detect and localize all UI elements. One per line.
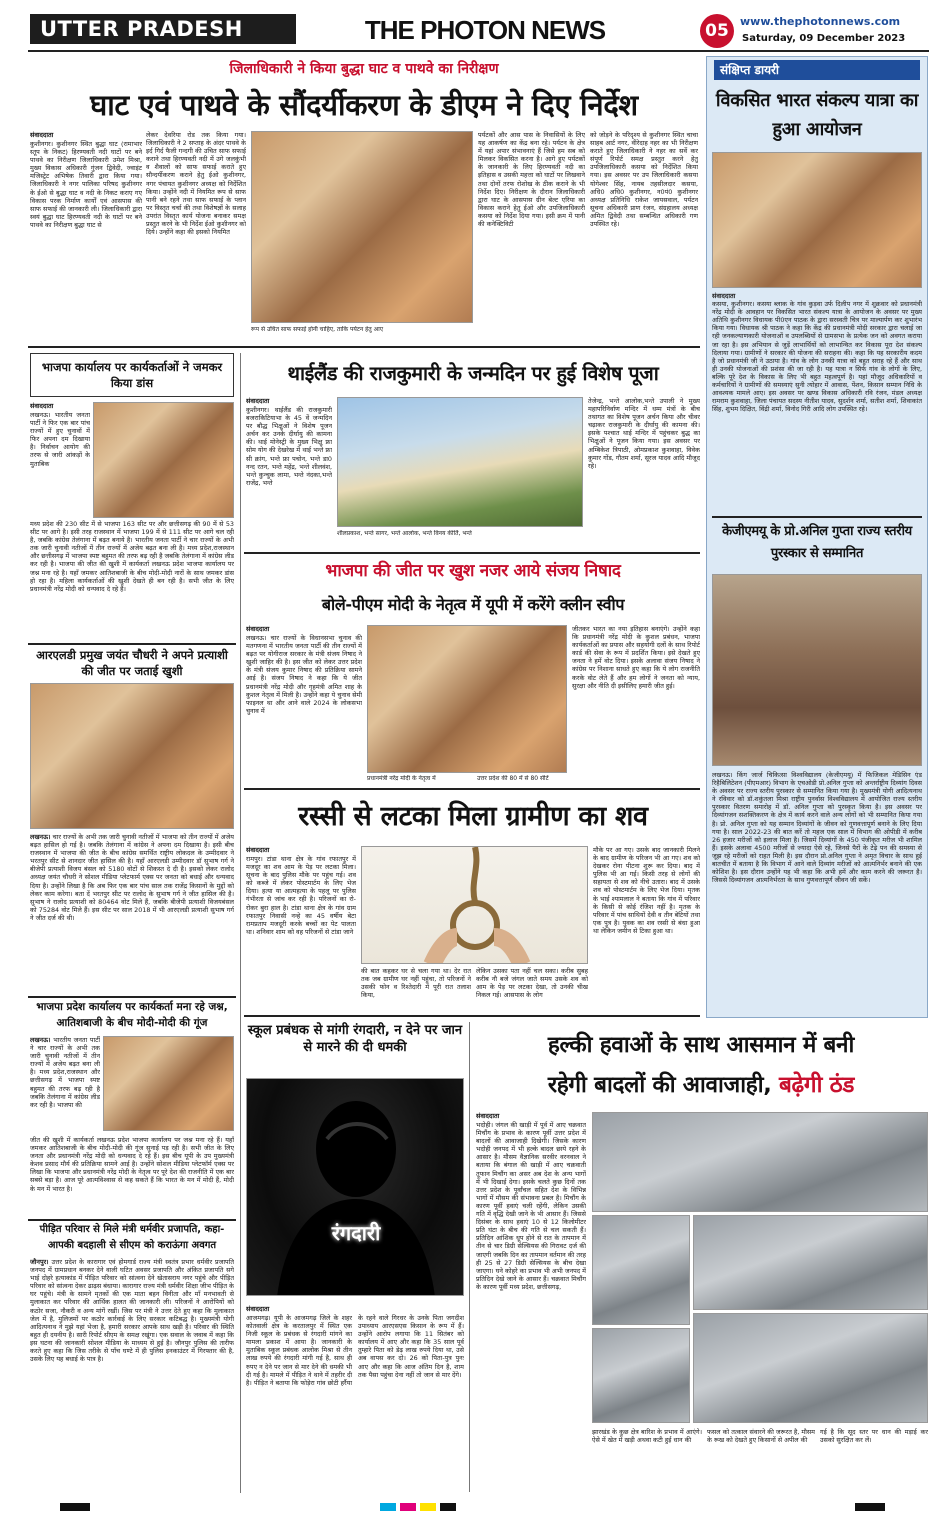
page-number: 05 (705, 21, 729, 41)
story10-headline-red: बढ़ेगी ठंड (779, 1072, 855, 1098)
issue-date: Saturday, 09 December 2023 (742, 33, 906, 44)
story1-photo-dm-inspection (251, 131, 473, 323)
story5-column-a (30, 1036, 100, 1135)
story10-caption-3: गई है कि सूद स्तर पर धान की मड़ाई कर उसको सुरक्षित कर लें। (820, 1428, 928, 1445)
story10-photo-fog-1 (592, 1112, 928, 1212)
story8-column-right: मौके पर आ गए। उसके बाद जानकारी मिलने के बाद ग्रामीण के परिजन भी आ गए। शव को देखकर रोना पीटना शुरू कर दिया। बाद में पुलिस भी आ गई। किसी तरह से लोगों की सहायता से शव को नीचे उतारा। बाद में उसके शव को पोस्टमार्टम के लिए भेज दिया। मृतक के भाई श्यामलाल ने बताया कि गांव में परिवार के किसी से कोई रंजिश नहीं है। मृतक के परिवार में पांच साथियों देवी व तीन बेटियों तथा एक पुत्र है। युवक का शव रस्सी से बंधा हुआ था लेकिन जमीन से टिका हुआ था। (593, 846, 700, 935)
sidebar-story1-body-text: कसया, कुशीनगर। कसया ब्लाक के गांव कुड़वा उर्फ दिलीप नगर में शुक्रवार को प्रधानमंत्री नरेंद्र मोदी के आवहान पर विकसित भारत संकल्प यात्रा के आयोजन के अवसर पर मुख्य अतिथि कुशीनगर विधायक पी0एन पाठक के द्वारा सरस्वती चित्र पर माल्यार्पण कर शुभारंभ किया गया। विधायक श्री पाठक ने कहा कि केंद्र की प्रधानमंत्री मोदी सरकार द्वारा चलाई जा रही जनकल्याणकारी योजनाओं व उपलब्धियों से ग्रामसभा के प्रत्येक जन को अवगत कराया जा रहा है। इस अभियान से जुड़ें लाभार्थियों को लाभान्वित कर विकास पूरा देश संकल्प दिलाया गया। ग्रामीणों ने सरकार की योजना की सराहना की। कहा कि यह सरकारीय कदम है जो प्रधानमंत्री जी ने उठाया है। गांव के लोग उनकी यात्रा को बहुत सराह रहे हैं और साथ ही उनकी योजनाओं की प्रशंसा की जा रही है। यह यात्रा न सिर्फ गांव के लोगों के लिए, बल्कि पूरे देश के विकास के लिए भी बहुत महत्वपूर्ण है। यहां मौजूद अधिकारियों व कर्मचारियों ने ग्रामीणों की समस्याएं सुनी त्योहार में आवास, पेंशन, किसान सम्मान निधि के आवश्यक मामले आए। इस अवसर पर खण्ड विकास अधिकारी रवि रंजन, मंडल अध्यक्ष रामराम कुशवाहा, जिला पंचायत सदस्य नीतीश यादव, सुदर्शन शर्मा, सतीश शर्मा, शिवाकांत सिंह, शुभम दिक्षित, विंद्री शर्मा, विनोद गिरी आदि लोग उपस्थित रहे। (712, 300, 922, 414)
story1-column-3: पर्यटकों और आस पास के निवासियों के लिए यह आकर्षण का केंद्र बना रहे। पर्यटन के क्षेत्र में यहां अपार संभावनाएं हैं जिसे हम सब को मिलकर विकसित करना है। आगे हुए पर्यटकों के जानकारी के लिए हिरण्यवती नदी का इतिहास व उसकी महत्ता को घाटों पर लिखवाने तथा दोनों तरफ रोशोख के ठीक कराने के भी निर्देश दिए। निरीक्षण के दौरान जिलाधिकारी द्वारा घाट के आसपास ग्रीन बेल्ट एरिया का विकास कराने हेतु ईओ और उपजिलाधिकारी कसया को निर्देश दिया गया। इसी क्रम में पानी की कनेक्टिविटी (478, 131, 585, 229)
story4-top-rule (28, 643, 236, 645)
story4-photo-jayant-chaudhary (30, 683, 234, 829)
story9-photo-silhouette (246, 1078, 464, 1296)
section-title: UTTER PRADESH (40, 17, 243, 41)
story3-byline: संवाददाता (246, 397, 270, 405)
section-banner (30, 14, 296, 44)
sidebar-story2-headline: केजीएमयू के प्रो.अनिल गुप्ता राज्य स्तरीय पुरस्कार से सम्मानित (722, 524, 912, 561)
story1-kicker: जिलाधिकारी ने किया बुद्धा घाट व पाथवे का निरीक्षण (229, 61, 499, 77)
sidebar-story1-headline: विकसित भारत संकल्प यात्रा का हुआ आयोजन (715, 90, 919, 140)
story7-subhead: बोले-पीएम मोदी के नेतृत्व में यूपी में करेंगे क्लीन स्वीप (321, 595, 625, 614)
story10-headline-line-1: हल्की हवाओं के साथ आसमान में बनी (547, 1032, 855, 1058)
story5-body: जीत की खुशी में कार्यकर्ता लखनऊ प्रदेश भाजपा कार्यालय पर जश्न मना रहे हैं। यहाँ जमकर आतिशबाजी के बीच मोदी-मोदी की गूंज सुनाई पड़ रही है। सभी जीत के लिए जनता और प्रधानमंत्री नरेंद्र मोदी को धन्यवाद दे रहे हैं। इस बीच यूपी के उप मुख्यमंत्री केशव प्रसाद मौर्य की प्रतिक्रिया सामने आई है। उन्होंने सोशल मीडिया प्लेटफॉर्म एक्स पर लिखा कि भाजपा और प्रधानमंत्री नरेंद्र मोदी के नेतृत्व पर पूरे देश की राजनीति में एक बार सबसे बड़ा है। आज पूरे आत्मविश्वास से कह सकते हैं कि भारत के मन में मोदी हैं, मोदी के मन में भारत है। (30, 1136, 234, 1193)
story9-divider (469, 1022, 470, 1492)
website-url[interactable]: www.thephotonnews.com (740, 15, 901, 28)
registration-mark-magenta (400, 1503, 416, 1511)
story10-byline: संवाददाता (476, 1112, 500, 1120)
story6-body-text: उत्तर प्रदेश के कारागार एवं होमगार्ड राज्य मंत्री स्वतंत्र प्रभार धर्मवीर प्रजापति जनपद में ग्रामप्रधान बनकर देने वाली घटित अवसर प्रजापति और अंकित प्रजापति सगे भाई दोहरे हत्याकांड में पीड़ित परिवार को सांत्वना देने खेतासराय नगर पहुंचे और पीड़ित परिवार को सांत्वना देकर ढाढ़स बंधाया। कारागार राज्य मंत्री धर्मवीर शिक्षा जीभ पीड़ित के घर पहुंचे। मंत्री के सामने मृतकों की एक माता बहन विनीता और माँ मनभावती से मुलाकात कर परिवार की आर्थिक हालत की जानकारी ली। परिजनों ने आरोपियों को कठोर सजा, नौकरी व अन्य मांगें रखीं। जिस पर मंत्री ने उत्तर देते हुए कहा कि मुलाकात जेल में है, मुलिजमों पर कठोर कार्रवाई के लिए सरकार कटिबद्ध है। मुख्यमंत्री योगी आदित्यनाथ ने मुझे यहां भेजा है, हमारी सरकार आपके साथ खड़ी है। परिवार की स्थिति बहुत ही दयनीय है। सारी रिपोर्ट सीएम के समक्ष रखूंगा। एक सवाल के जवाब में कहा कि इस घटना की जानकारी सोशल मीडिया के माध्यम से हुई है। जौनपुर पुलिस की तारीफ करते हुए कहा कि जिस तरीके से पाँच घण्टे में ही पुलिस इनकाउंटर में गिरफ्तार की है, उसके लिए यह बधाई के पात्र है। (30, 1258, 234, 1364)
registration-mark-black-2 (440, 1503, 456, 1511)
story10-caption-2: फसल को तत्काल संवारने की जरूरत है, मौसम के रूख को देखते हुए किसानों से अपील की (707, 1428, 815, 1445)
story7-byline: संवाददाता (246, 625, 270, 633)
story4-headline: आरएलडी प्रमुख जयंत चौधरी ने अपने प्रत्याशी की जीत पर जताई खुशी (36, 648, 228, 678)
story10-headline-plain: रहेगी बादलों की आवाजाही, (547, 1072, 779, 1098)
story3-photo-temple (337, 397, 583, 527)
story6-headline: पीड़ित परिवार से मिले मंत्री धर्मवीर प्रजापति, कहा- आपकी बदहाली से सीएम को कराऊंगा अवगत (39, 1224, 225, 1251)
story9-headline: स्कूल प्रबंधक से मांगी रंगदारी, न देने पर जान से मारने की दी धमकी (247, 1023, 463, 1055)
story6-top-rule (28, 1219, 236, 1221)
story7-column-2: जीतकर भारत का नया इतिहास बनाएंगे। उन्होंने कहा कि प्रधानमंत्री नरेंद्र मोदी के कुशल प्रबंधन, भाजपा कार्यकर्ताओं का प्रयास और सहयोगी दलों के साथ रिपोर्ट कार्ड की सेवा के रूप में प्रदर्शित किया। इसे देखते हुए जनता ने हमें वोट दिया। इसके अलावा संजय निषाद ने कांग्रेस पर निशाना साधते हुए कहा कि ये लोग राजनीति करके वोट लेते हैं और हम लोगों ने जनता को न्याय, सुरक्षा और नीति दी इसीलिए हमारी जीत हुई। (572, 625, 700, 690)
story3-caption: शीलप्रकाश, भन्ते सागर, भन्ते आलोक, भन्ते विनय कीर्ति, भन्ते (337, 530, 583, 548)
story8-column-mid-b: लेकिन उसका पता नहीं चल सका। करीब सुबह करीब नौ बजे जंगल जाते समय उसके शव को आम के पेड़ पर लटका देखा, तो उनकी चीख निकल गई। आसपास के लोग (476, 967, 588, 1000)
story10-photo-fog-3 (693, 1215, 928, 1310)
story7-photo-sanjay-nishad (367, 625, 567, 773)
story10-body: भदोही। जंगल की खाड़ी में पूर्व में आए चक्रवात मिचौंग के प्रभाव के कारण पूर्वी उत्तर प्रदेश में बादलों की आवाजाही दिखेगी। जिसके कारण भदोही जनपद में भी हल्के बादल छाये रहने के आसार है। मौसम वैज्ञानिक सरवीर वरनवाल ने बताया कि बंगाल की खाड़ी में आए चक्रवाती तूफान मिचौंग का असर अब देश के अन्य भागों में भी दिखाई देगा। इसके चलते कुछ दिनों तक उत्तर प्रदेश के पूर्वांचल सहित देश के विभिन्न भागों में मौसम की संभावना प्रबल है। मिचौंग के कारण पूर्वी हवाएं चली रहेंगी, लेकिन उसकी गति में वृद्धि देखी जाने के भी आसार हैं। जिससे दिसंबर के साथ हवाएं 10 से 12 किलोमीटर प्रति घंटा के बीच की गति से चल सकती हैं। प्रतिदिन आंशिक धूप होने से रात के तापमान में तीन से चार डिग्री सेल्सियस की गिरावट दर्ज की जाएगी जबकि दिन का तापमान वर्तमान की तरह ही 25 से 27 डिग्री सेल्सियस के बीच देखा जाएगा। घने कोहरे का प्रभाव भी अभी जनपद में प्रतिदिन देखे जाने के आसार हैं। चक्रवात मिचौंग के कारण पूर्वी मध्य प्रदेश, छत्तीसगढ़, (476, 1121, 586, 1291)
sidebar-story2-body: लखनऊ। किंग जार्ज चिकित्सा विश्वविद्यालय (केजीएमयू) में फिजिकल मेडिसिन एंड रिहैबिलिटेशन (पीएमआर) विभाग के एचओडी प्रो.अनिल गुप्ता को अन्तर्राष्ट्रीय दिव्यांग दिवस के अवसर पर राज्य स्तरीय पुरस्कार से सम्मानित किया गया है। मुख्यमंत्री योगी आदित्यनाथ ने रविवार को डॉ.शकुंतला मिश्रा राष्ट्रीय पुनर्वास विश्वविद्यालय में आयोजित राज्य स्तरीय पुरस्कार वितरण समारोह में डॉ. अनिल गुप्ता को पुरस्कृत किया है। इस अवसर पर दिव्यांगजन सशक्तिकरण के क्षेत्र में कार्य करने वाले अन्य लोगों को भी सम्मानित किया गया है। प्रो. अनिल गुप्ता को यह सम्मान दिव्यांगों के जीवन को गुणवत्तापूर्ण बनाने के लिए दिया गया है। साल 2022-23 की बात करें तो महज एक साल में विभाग की ओपीडी में करीब 26 हजार मरीजों को इलाज मिला है। जिसमें दिव्यांगों के 450 पंजीकृत मरीज भी शामिल हैं। इसके अलावा 4500 मरीजों से ज्यादा ऐसे रहे, जिनसे पैरों के टेढ़े पन की समस्या से जूझ रहे मरीजों को राहत मिली है। इस दौरान प्रो.अनिल गुप्ता ने अमृत विचार के साथ हुई बातचीत में बताया है कि विभाग में आने वाले दिव्यांग मरीजों को आत्मनिर्भर बनाने की एक कोशिश है। इस दौरान उन्होंने यह भी कहा कि अभी हमें और काम करने की जरूरत है। जिससे दिव्यांगजन आत्मनिर्भरता के साथ गुणवत्तापूर्ण जीवन जी सकें। (712, 771, 922, 885)
story5-photo-party-office (103, 1036, 234, 1131)
story4-body (30, 833, 234, 993)
story8-headline: रस्सी से लटका मिला ग्रामीण का शव (298, 801, 648, 832)
story2-photo-celebration (93, 402, 234, 518)
rangdari-label: रंगदारी (331, 1221, 381, 1245)
left-column-divider (240, 353, 241, 1493)
story8-bottom-rule (244, 1015, 700, 1017)
story8-cap-left: की बात कहकर घर से चला गया था। (361, 967, 452, 975)
page-number-badge (700, 14, 734, 48)
story8-column-mid-a (361, 967, 471, 1011)
registration-mark-cyan (380, 1503, 396, 1511)
story2-headline-box (30, 353, 234, 397)
rope-icon (362, 847, 588, 964)
story1-column-1: कुशीनगर। कुशीनगर स्थित बुद्धा घाट (रामाभार स्तूप के निकट) हिरण्यवती नदी घाटों पर बने पाथवे का निरीक्षण जिलाधिकारी उमेश मिश्रा, मुख्य विकास अधिकारी गुंजन द्विवेदी, ज्वाइंट मजिस्ट्रेट अभिषेक तिवारी द्वारा किया गया। जिलाधिकारी ने नगर पालिका परिषद कुशीनगर के ईओ से बुद्धा घाट व नदी के निकट कराए गए विकास परक निर्माण कार्यों एवं आसपास की साफ सफाई की जानकारी ली। जिलाधिकारी द्वारा स्वयं बुद्धा घाट हिरण्यवती नदी के घाटों पर बने पाथवे का निरीक्षण बुद्धा घाट से (30, 140, 142, 229)
sidebar-story1-photo (712, 152, 922, 288)
story6-body (30, 1258, 234, 1490)
story1-column-4: को जोड़ने के परिदृश्य से कुशीनगर स्थित चाचा साहब आर्ट नगर, वीरेदाह नहर का भी निरीक्षण कराते हुए जिलाधिकारी ने नहर का सर्वे कर संपूर्ण रिपोर्ट समक्ष प्रस्तुत करने हेतु उपजिलाधिकारी कसया को निर्देशित किया गया। इस अवसर पर उप जिलाधिकारी कसया योगेश्वर सिंह, नायब तहसीलदार कसया, अधि0 अधि0 कुशीनगर, न0पं0 कुशीनगर अध्यक्ष प्रतिनिधि राकेश जायसवाल, पर्यटन सूचना अधिकारी प्राण रंजन, संग्रहालय अध्यक्ष अमित द्विवेदी तथा सम्बन्धित अधिकारी गण उपस्थित रहे। (590, 131, 698, 229)
masthead-rule (28, 50, 929, 52)
story8-photo-rope (361, 846, 588, 964)
story1-caption: रूप से उचित साफ सफाई होनी चाहिए, ताकि पर्यटन हेतु आए (251, 326, 473, 340)
sidebar-story1-body (712, 292, 922, 512)
story7-bottom-rule (244, 788, 700, 790)
story10-caption-1: झारखंड के कुछ क्षेत्र बारिश के प्रभाव में आएंगे। ऐसे में खेत में खड़ी अथवा कटी हुई धान की (592, 1428, 702, 1445)
story9-body: आजमगढ़। यूपी के आजमगढ़ जिले के शहर कोतवाली क्षेत्र के करतालपुर में स्थित एक निजी स्कूल के प्रबंधक से रंगदारी मांगने का मामला प्रकाश में आया है। जानकारी के मुताबिक स्कूल प्रबंधक आलोक मिश्रा से तीन लाख रुपये की रंगदारी मांगी गई है, साथ ही रुपए न देने पर जान से मार देने की धमकी भी दी गई है। मामले में पीड़ित ने थाने में तहरीर दी है। पीड़ित ने बताया कि फोड़ेरा गांव छोटी हर्रैया के रहने वाले गिरधर के उनके पिता जगदीश उपाध्याय आरएसएस किसान के रूप में हैं। उन्होंने आरोप लगाया कि 11 सितंबर को कार्यालय में आए और कहा कि 35 साल पूर्व तुम्हारे पिता को डेढ़ लाख रुपये दिया था, उसे अब वापस कर दो। 26 को पिता-पुत्र पुनः आए और कहा कि आज अंतिम दिन है, शाम तक पैसा पहुंचा देना नहीं तो जान से मार देंगे। (246, 1314, 464, 1387)
story10-photo-fog-2 (592, 1215, 690, 1325)
story10-photo-fog-5 (693, 1313, 928, 1423)
sidebar-story1-byline: संवाददाता (712, 292, 736, 300)
story2-body: मध्य प्रदेश की 230 सीट में से भाजपा 163 सीट पर और छत्तीसगढ़ की 90 में से 53 सीट पर आगे है। इसी तरह राजस्थान में भाजपा 199 में से 111 सीट पर आगे चल रही है, जबकि कांग्रेस तेलंगाना में बढ़त बनाये है। भारतीय जनता पार्टी ने चार राज्यों के अभी तक जारी चुनावी नतीजों में तीन राज्यों में अजेय बढ़त बना ली है। मध्य प्रदेश,राजस्थान और छत्तीसगढ़ में भाजपा स्पष्ट बहुमत की तरफ बढ़ रही है जबकि तेलंगाना में कांग्रेस लीड कर रही है। भाजपा की जीत की खुशी में कार्यकर्ता लखनऊ प्रदेश भाजपा कार्यालय पर जश्न मना रहे है। यहाँ जमकर आतिशबाजी के बीच मोदी-मोदी नारों के साथ जमकर डांस हो रहा है। महिला कार्यकर्ताओं की खुशी देखते ही बन रही है। सभी जीत के लिए प्रधानमंत्री नरेंद्र मोदी को धन्यवाद दे रहे हैं। (30, 520, 234, 593)
story3-headline: थाईलैंड की राजकुमारी के जन्मदिन पर हुई विशेष पूजा (287, 362, 659, 385)
story1-bottom-rule (28, 346, 700, 348)
newspaper-name: THE PHOTON NEWS (364, 15, 606, 45)
story3-column-1: कुशीनगर। थाईलैंड की राजकुमारी बजराकिटियाभा के 45 वें जन्मदिन पर बौद्ध भिक्षुओं ने विशेष पूजन अर्चन कर उनके दीर्घायु की कामना की। थाई मोनेस्ट्री के मुख्य भिक्षु फ्रा सोम योग की देखरेख में थाई भन्ते फ्रा सी क्रांग, भन्ते फ्रा पचोन, भन्ते डा0 नन्द रतन, भन्ते महेंद्र, भन्ते शीलवंश, भन्ते कुन्चुक लामा, भन्ते नंदका,भन्ते राजेंद्र, भन्ते (246, 406, 332, 487)
sidebar-divider (712, 516, 922, 518)
story5-top-rule (28, 996, 236, 998)
story7-caption-2: उत्तर प्रदेश की 80 में से 80 सीटें (477, 775, 567, 785)
story6-byline: जौनपुर। (30, 1258, 49, 1266)
story7-headline: भाजपा की जीत पर खुश नजर आये संजय निषाद (325, 561, 621, 581)
registration-mark-yellow (420, 1503, 436, 1511)
story7-caption-1: प्रधानमंत्री नरेंद्र मोदी के नेतृत्व में (367, 775, 477, 785)
story1-column-2: लेकर देवरिया रोड तक किया गया। जिलाधिकारी ने 2 सप्ताह के अंदर पाथवे के इर्द गिर्द फैली गन्दगी की उचित साफ सफाई कराने तथा हिरण्यवती नदी में उगे जलकुंभी व शैवालों को साफ सफाई कराते हुए सौन्दर्यीकरण कराने हेतु ईओ कुशीनगर, नगर पंचायत कुशीनगर अध्यक्ष को निर्देशित किया। उन्होंने नदी में नियमित रूप से साफ पानी बने रहने तथा साफ सफाई के प्लान पर विस्तृत चर्चा की तथा विशेषज्ञों के सलाह उपरांत विस्तृत कार्य योजना बनाकर समक्ष प्रस्तुत करने के भी निर्देश ईओ कुशीनगर को दिये। उन्होंने कहा की इसको नियमित (146, 131, 246, 237)
story2-column-a: लखनऊ। भारतीय जनता पार्टी ने फिर एक बार पांच राज्यों में हुए चुनावों में फिर अपना दम दिखाया है। निर्वाचन आयोग की तरफ से जारी आंकड़ों के मुताबिक (30, 411, 90, 468)
story7-column-1: लखनऊ। चार राज्यों के विधानसभा चुनाव की मतगणना में भारतीय जनता पार्टी की तीन राज्यों में बढ़त पर योगीराज सरकार के मंत्री संजय निषाद ने खुशी जाहिर की है। इस जीत को लेकर उत्तर प्रदेश के मंत्री संजय कुमार निषाद की प्रतिक्रिया सामने आई है। संजय निषाद ने कहा कि ये जीत प्रधानमंत्री नरेंद्र मोदी और गृहमंत्री अमित शाह के कुशल नेतृत्व में मिली है। उन्होंने कहा ये चुनाव सेमी फाइनल था और आने वाले 2024 के लोकसभा चुनाव में (246, 634, 362, 715)
sidebar-story2-photo (712, 574, 922, 766)
registration-mark-black-3 (855, 1503, 885, 1511)
sidebar-title-bar (714, 60, 920, 80)
story9-byline: संवाददाता (246, 1305, 270, 1313)
story4-byline: लखनऊ। (30, 833, 51, 841)
story3-column-2: तेजेन्द्र, भन्ते आलोक,भन्ते उपाली ने मुख्य महापरिनिर्वाण मन्दिर में धम्म मंत्रों के बीच तथागत का विशेष पूजन अर्चन किया और चीवर चढ़ाकर राजकुमारी के दीर्घायु की कामना की। इसके पश्चात थाई मन्दिर में पहुंचकर बुद्ध का भिक्षुओं ने पूजन किया गया। इस अवसर पर अम्बिकेश त्रिपाठी, ओमप्रकाश कुशवाहा, विवेक कुमार गोंड, गौतम शर्मा, सूरज यादव आदि मौजूद रहे। (588, 397, 700, 470)
story8-column-1: रामपुर। टांडा थाना क्षेत्र के गांव रफातपुर में मजदूर का शव आम के पेड़ पर लटका मिला। सूचना के बाद पुलिस मौके पर पहुंच गई। शव को कब्जे में लेकर पोस्टमार्टम के लिए भेज दिया। हत्या या आत्महत्या के पहलू पर पुलिस गंभीरता से जांच कर रही है। परिजनों का रो-रोकर बुरा हाल है। टांडा थाना क्षेत्र के गांव ग्राम रफातपुर निवासी नन्हे का 45 वर्षीय बेटा रामप्रताप मजदूरी करके बच्चों का पेट पालता था। शनिवार शाम को वह परिजनों से टांडा जाने (246, 855, 356, 936)
silhouette-icon (247, 1079, 464, 1296)
story5-byline: लखनऊ। (30, 1036, 51, 1044)
newspaper-logo (360, 12, 610, 48)
story1-byline: संवाददाता (30, 131, 54, 139)
registration-mark-black-1 (60, 1503, 90, 1511)
story10-photo-fog-4 (592, 1328, 690, 1423)
story8-col-mid: देर रात तक जब ग्रामीण घर नहीं पहुंचा, तो परिजनों ने उसकी फोन व रिश्तेदारी में पूरी रात तलाश किया, (361, 967, 471, 1000)
story2-byline: संवाददाता (30, 402, 54, 410)
story8-byline: संवाददाता (246, 846, 270, 854)
story3-bottom-rule (244, 552, 700, 554)
story5-headline: भाजपा प्रदेश कार्यालय पर कार्यकर्ता मना रहे जश्न, आतिशबाजी के बीच मोदी-मोदी की गूंज (36, 1001, 228, 1029)
story1-headline: घाट एवं पाथवे के सौंदर्यीकरण के डीएम ने दिए निर्देश (90, 88, 638, 122)
story5-column-a-text: भारतीय जनता पार्टी ने चार राज्यों के अभी तक जारी चुनावी नतीजों में तीन राज्यों में अजेय बढ़त बना ली है। मध्य प्रदेश,राजस्थान और छत्तीसगढ़ में भाजपा स्पष्ट बहुमत की तरफ बढ़ रही है जबकि तेलंगाना में कांग्रेस लीड कर रही है। भाजपा की (30, 1036, 100, 1109)
story10-headline-line-2 (474, 1065, 928, 1105)
sidebar-title: संक्षिप्त डायरी (720, 63, 780, 77)
story4-body-text: चार राज्यों के अभी तक जारी चुनावी नतीजों में भाजपा को तीन राज्यों में अजेय बढ़त हासिल हो गई है। जबकि तेलंगाना में कांग्रेस ने अपना दम दिखाया है। इसी बीच राजस्थान में भाजपा की जीत के बीच कांग्रेस समर्थित राष्ट्रीय लोकदल के उम्मीदवार ने भरतपुर सीट से शानदार जीत हासिल की है। यहाँ आरएलडी उम्मीदवार डॉ सुभाष गर्ग ने बीजेपी प्रत्याशी विजय बंसल को 5180 वोटों से शिकस्त दे दी है। इसको लेकर रालोद अध्यक्ष जयंत चौधरी ने सोशल मीडिया प्लेटफार्म एक्स पर जनता को बधाई और धन्यवाद दिया है। उन्होंने लिखा है कि अब फिर एक बार पांच साल तक राजेंद्र किसानों के मुद्दों को लेकर काम करेगा। बता दें भरतपुर सीट पर रालोद के सुभाष गर्ग ने जीत हासिल की है। सुभाष ने रालोद प्रत्याशी को 80464 वोट मिले हैं, जबकि बीजेपी प्रत्याशी विजयबंसल को 75284 वोट मिले हैं। इस सीट पर साल 2018 में भी आरएलडी प्रत्याशी सुभाष गर्ग ने जीत दर्ज की थी। (30, 833, 234, 922)
story2-headline: भाजपा कार्यालय पर कार्यकर्ताओं ने जमकर किया डांस (41, 360, 223, 390)
